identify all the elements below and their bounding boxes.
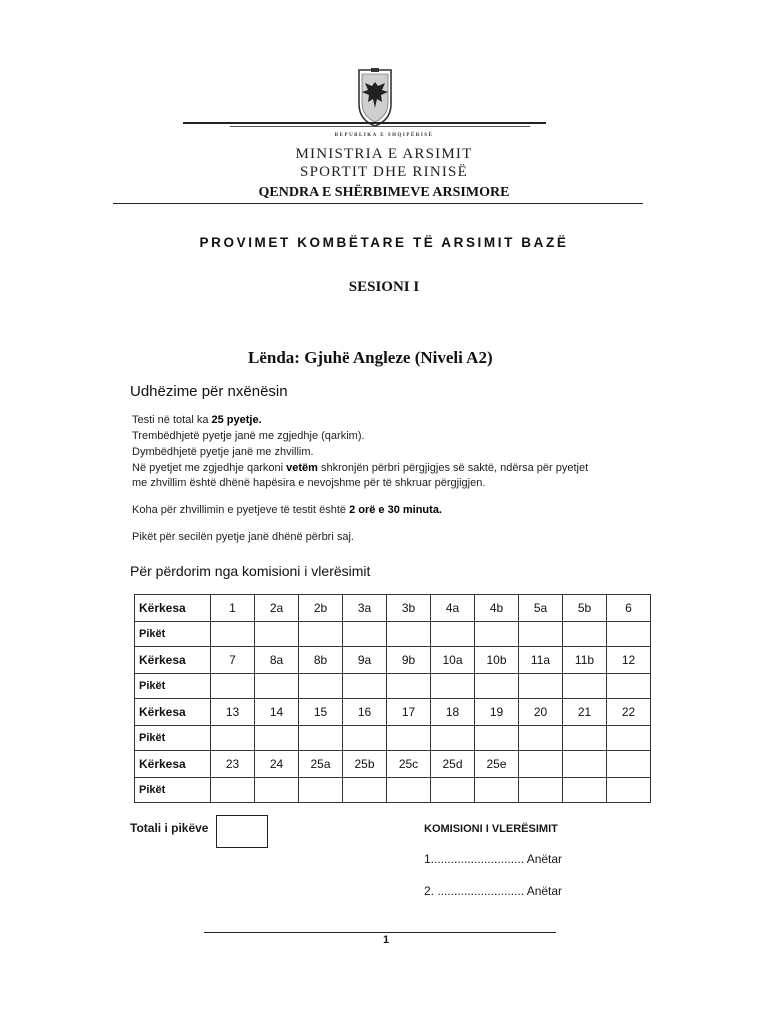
question-number-cell: 8b — [299, 647, 343, 674]
piket-label: Pikët — [135, 674, 211, 699]
question-number-cell: 3a — [343, 595, 387, 622]
member-1-line: 1............................ Anëtar — [424, 852, 563, 866]
instruction-line-1: Testi në total ka 25 pyetje. — [132, 414, 262, 426]
points-entry-cell[interactable] — [607, 674, 651, 699]
points-entry-cell[interactable] — [519, 674, 563, 699]
question-number-cell: 11b — [563, 647, 607, 674]
table-row-kerkesa — [135, 699, 651, 726]
ministry-line-1: MINISTRIA E ARSIMIT — [295, 146, 473, 162]
points-entry-cell[interactable] — [387, 622, 431, 647]
points-entry-cell[interactable] — [343, 778, 387, 803]
points-entry-cell[interactable] — [343, 726, 387, 751]
page-number: 1 — [383, 934, 390, 946]
kerkesa-label: Kërkesa — [135, 647, 211, 674]
question-number-cell: 23 — [211, 751, 255, 778]
question-number-cell: 11a — [519, 647, 563, 674]
points-entry-cell[interactable] — [519, 726, 563, 751]
piket-label: Pikët — [135, 622, 211, 647]
table-row-kerkesa — [135, 647, 651, 674]
question-number-cell: 15 — [299, 699, 343, 726]
subject-title: Lënda: Gjuhë Angleze (Niveli A2) — [248, 348, 493, 367]
question-number-cell: 25e — [475, 751, 519, 778]
question-number-cell: 16 — [343, 699, 387, 726]
points-entry-cell[interactable] — [387, 726, 431, 751]
points-entry-cell[interactable] — [299, 674, 343, 699]
points-entry-cell[interactable] — [211, 778, 255, 803]
points-entry-cell[interactable] — [431, 726, 475, 751]
points-entry-cell[interactable] — [475, 778, 519, 803]
points-entry-cell[interactable] — [211, 622, 255, 647]
points-entry-cell[interactable] — [255, 622, 299, 647]
question-number-cell: 21 — [563, 699, 607, 726]
header-divider — [113, 203, 643, 204]
piket-label: Pikët — [135, 778, 211, 803]
points-entry-cell[interactable] — [211, 726, 255, 751]
instruction-line-3: Dymbëdhjetë pyetje janë me zhvillim. — [132, 446, 314, 458]
points-entry-cell[interactable] — [607, 622, 651, 647]
piket-label: Pikët — [135, 726, 211, 751]
center-name: QENDRA E SHËRBIMEVE ARSIMORE — [258, 185, 510, 200]
question-number-cell: 19 — [475, 699, 519, 726]
question-number-cell: 20 — [519, 699, 563, 726]
question-number-cell: 7 — [211, 647, 255, 674]
table-row-piket — [135, 674, 651, 699]
points-entry-cell[interactable] — [255, 778, 299, 803]
total-points-box[interactable] — [216, 815, 268, 848]
points-entry-cell[interactable] — [431, 674, 475, 699]
question-number-cell: 2b — [299, 595, 343, 622]
points-entry-cell[interactable] — [475, 726, 519, 751]
points-entry-cell[interactable] — [431, 778, 475, 803]
question-number-cell: 10b — [475, 647, 519, 674]
table-row-kerkesa — [135, 595, 651, 622]
question-number-cell: 25d — [431, 751, 475, 778]
instructions-heading: Udhëzime për nxënësin — [130, 383, 288, 400]
points-entry-cell[interactable] — [431, 622, 475, 647]
points-entry-cell[interactable] — [299, 778, 343, 803]
points-entry-cell[interactable] — [211, 674, 255, 699]
table-row-piket — [135, 622, 651, 647]
member-2-line: 2. .......................... Anëtar — [424, 884, 563, 898]
points-entry-cell[interactable] — [387, 674, 431, 699]
points-entry-cell[interactable] — [519, 778, 563, 803]
commission-label: KOMISIONI I VLERËSIMIT — [424, 823, 558, 835]
question-number-cell: 22 — [607, 699, 651, 726]
points-entry-cell[interactable] — [299, 622, 343, 647]
question-number-cell: 4a — [431, 595, 475, 622]
question-number-cell: 13 — [211, 699, 255, 726]
instruction-line-5: me zhvillim është dhënë hapësira e nevojshme për të shkruar përgjigjen. — [132, 477, 486, 489]
question-number-cell: 18 — [431, 699, 475, 726]
points-entry-cell[interactable] — [343, 674, 387, 699]
question-number-cell: 4b — [475, 595, 519, 622]
table-row-piket — [135, 778, 651, 803]
question-number-cell: 14 — [255, 699, 299, 726]
points-entry-cell[interactable] — [299, 726, 343, 751]
question-number-cell: 25b — [343, 751, 387, 778]
header-rule-thin — [230, 126, 530, 127]
table-row-piket — [135, 726, 651, 751]
instruction-line-2: Trembëdhjetë pyetje janë me zgjedhje (qarkim). — [132, 430, 365, 442]
points-entry-cell[interactable] — [387, 778, 431, 803]
question-number-cell — [563, 751, 607, 778]
instruction-points: Pikët për secilën pyetje janë dhënë përbri saj. — [132, 531, 354, 543]
question-number-cell: 5b — [563, 595, 607, 622]
question-number-cell — [519, 751, 563, 778]
question-number-cell — [607, 751, 651, 778]
instruction-time: Koha për zhvillimin e pyetjeve të testit është 2 orë e 30 minuta. — [132, 504, 442, 516]
points-entry-cell[interactable] — [475, 674, 519, 699]
kerkesa-label: Kërkesa — [135, 699, 211, 726]
kerkesa-label: Kërkesa — [135, 751, 211, 778]
points-entry-cell[interactable] — [475, 622, 519, 647]
scoring-table — [134, 594, 651, 803]
question-number-cell: 25c — [387, 751, 431, 778]
question-number-cell: 25a — [299, 751, 343, 778]
points-entry-cell[interactable] — [563, 674, 607, 699]
albanian-emblem-icon — [355, 66, 395, 128]
commission-heading: Për përdorim nga komisioni i vlerësimit — [130, 563, 371, 579]
question-number-cell: 2a — [255, 595, 299, 622]
session-title: SESIONI I — [348, 279, 420, 295]
header-rule — [183, 122, 546, 124]
points-entry-cell[interactable] — [255, 726, 299, 751]
question-number-cell: 12 — [607, 647, 651, 674]
footer-rule — [204, 932, 556, 933]
points-entry-cell[interactable] — [563, 726, 607, 751]
question-number-cell: 9b — [387, 647, 431, 674]
instruction-line-4: Në pyetjet me zgjedhje qarkoni vetëm shkronjën përbri përgjigjes së saktë, ndërsa për pyetjet — [132, 462, 589, 474]
question-number-cell: 17 — [387, 699, 431, 726]
exam-title: PROVIMET KOMBËTARE TË ARSIMIT BAZË — [199, 235, 569, 250]
points-entry-cell[interactable] — [519, 622, 563, 647]
question-number-cell: 6 — [607, 595, 651, 622]
question-number-cell: 24 — [255, 751, 299, 778]
question-number-cell: 3b — [387, 595, 431, 622]
ministry-line-2: SPORTIT DHE RINISË — [300, 164, 468, 180]
kerkesa-label: Kërkesa — [135, 595, 211, 622]
total-points-label: Totali i pikëve — [130, 821, 209, 835]
republic-label: REPUBLIKA E SHQIPËRISË — [334, 133, 434, 138]
question-number-cell: 1 — [211, 595, 255, 622]
question-number-cell: 5a — [519, 595, 563, 622]
points-entry-cell[interactable] — [607, 726, 651, 751]
question-number-cell: 9a — [343, 647, 387, 674]
points-entry-cell[interactable] — [255, 674, 299, 699]
points-entry-cell[interactable] — [563, 622, 607, 647]
points-entry-cell[interactable] — [343, 622, 387, 647]
points-entry-cell[interactable] — [563, 778, 607, 803]
table-row-kerkesa — [135, 751, 651, 778]
question-number-cell: 8a — [255, 647, 299, 674]
question-number-cell: 10a — [431, 647, 475, 674]
points-entry-cell[interactable] — [607, 778, 651, 803]
